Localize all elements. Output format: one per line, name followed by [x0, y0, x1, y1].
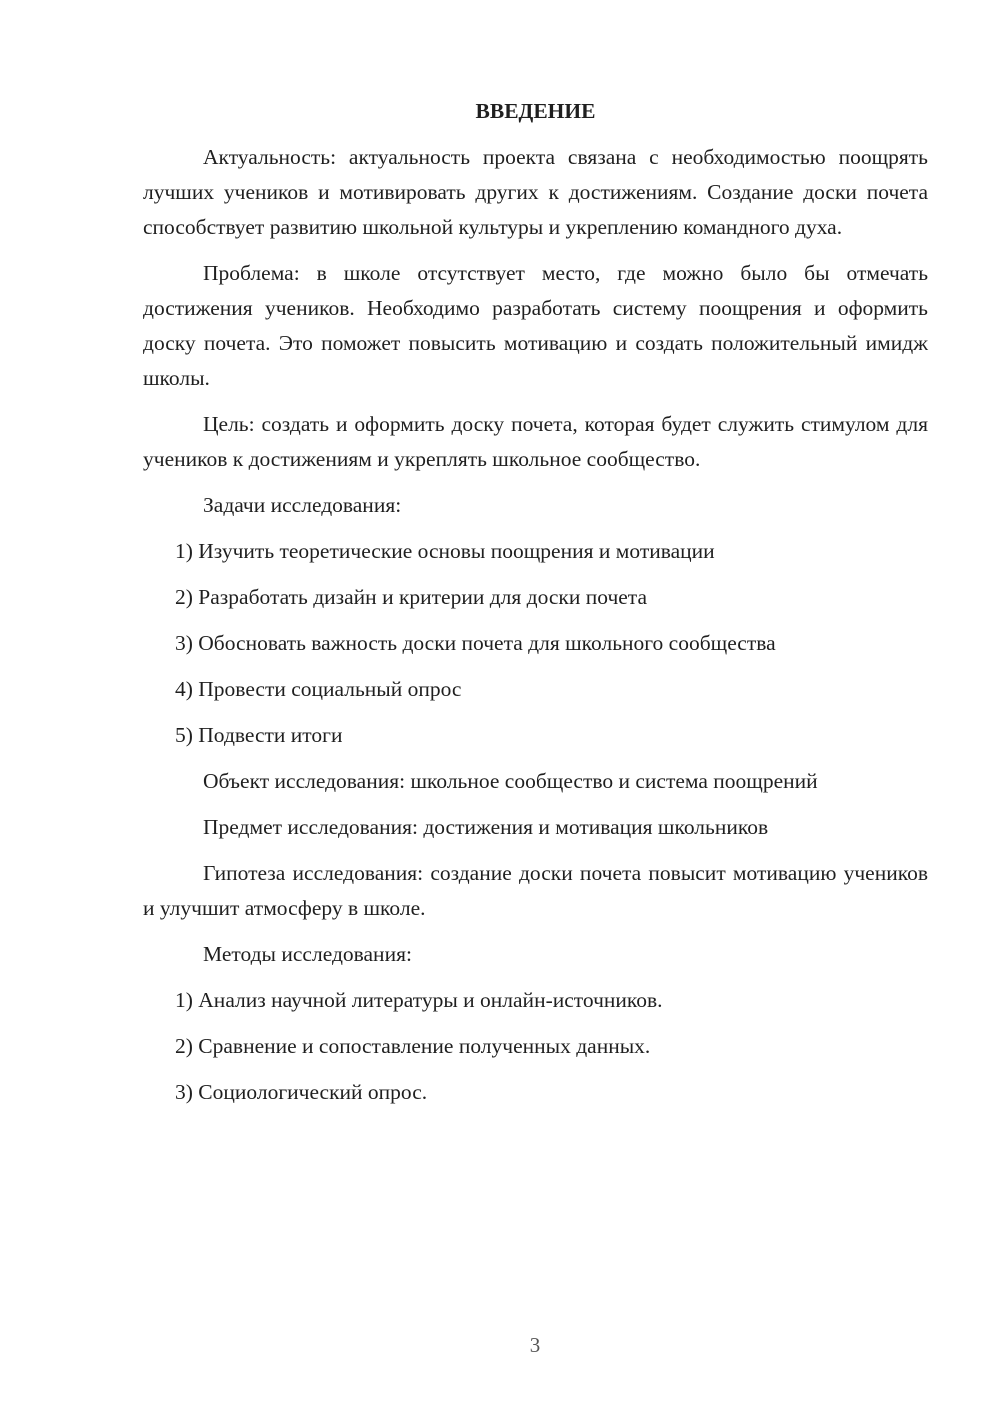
relevance-paragraph: Актуальность: актуальность проекта связана с необходимостью поощрять лучших учеников и мотивировать других к достижениям. Создание доски почета способствует развитию школьной культуры и укреплению командного духа.	[143, 145, 928, 239]
method-item: 1) Анализ научной литературы и онлайн-источников.	[175, 988, 663, 1012]
task-item: 5) Подвести итоги	[175, 723, 343, 747]
method-item: 2) Сравнение и сопоставление полученных данных.	[175, 1034, 651, 1058]
task-item: 4) Провести социальный опрос	[175, 677, 462, 701]
research-subject: Предмет исследования: достижения и мотивация школьников	[203, 815, 769, 839]
methods-heading: Методы исследования:	[203, 942, 412, 966]
hypothesis-paragraph: Гипотеза исследования: создание доски почета повысит мотивацию учеников и улучшит атмосферу в школе.	[143, 861, 928, 920]
page-content	[143, 94, 928, 1121]
task-item: 3) Обосновать важность доски почета для школьного сообщества	[175, 631, 776, 655]
tasks-heading: Задачи исследования:	[203, 493, 402, 517]
goal-paragraph: Цель: создать и оформить доску почета, которая будет служить стимулом для учеников к достижениям и укреплять школьное сообщество.	[143, 412, 928, 471]
task-item: 1) Изучить теоретические основы поощрения и мотивации	[175, 539, 715, 563]
page-number: 3	[529, 1333, 541, 1357]
research-object: Объект исследования: школьное сообщество и система поощрений	[203, 769, 818, 793]
page-title: ВВЕДЕНИЕ	[475, 99, 596, 123]
problem-paragraph: Проблема: в школе отсутствует место, где можно было бы отмечать достижения учеников. Необходимо разработать систему поощрения и оформить доску почета. Это поможет повысить мотивацию и создать положительный имидж школы.	[143, 261, 928, 390]
task-item: 2) Разработать дизайн и критерии для доски почета	[175, 585, 648, 609]
method-item: 3) Социологический опрос.	[175, 1080, 428, 1104]
